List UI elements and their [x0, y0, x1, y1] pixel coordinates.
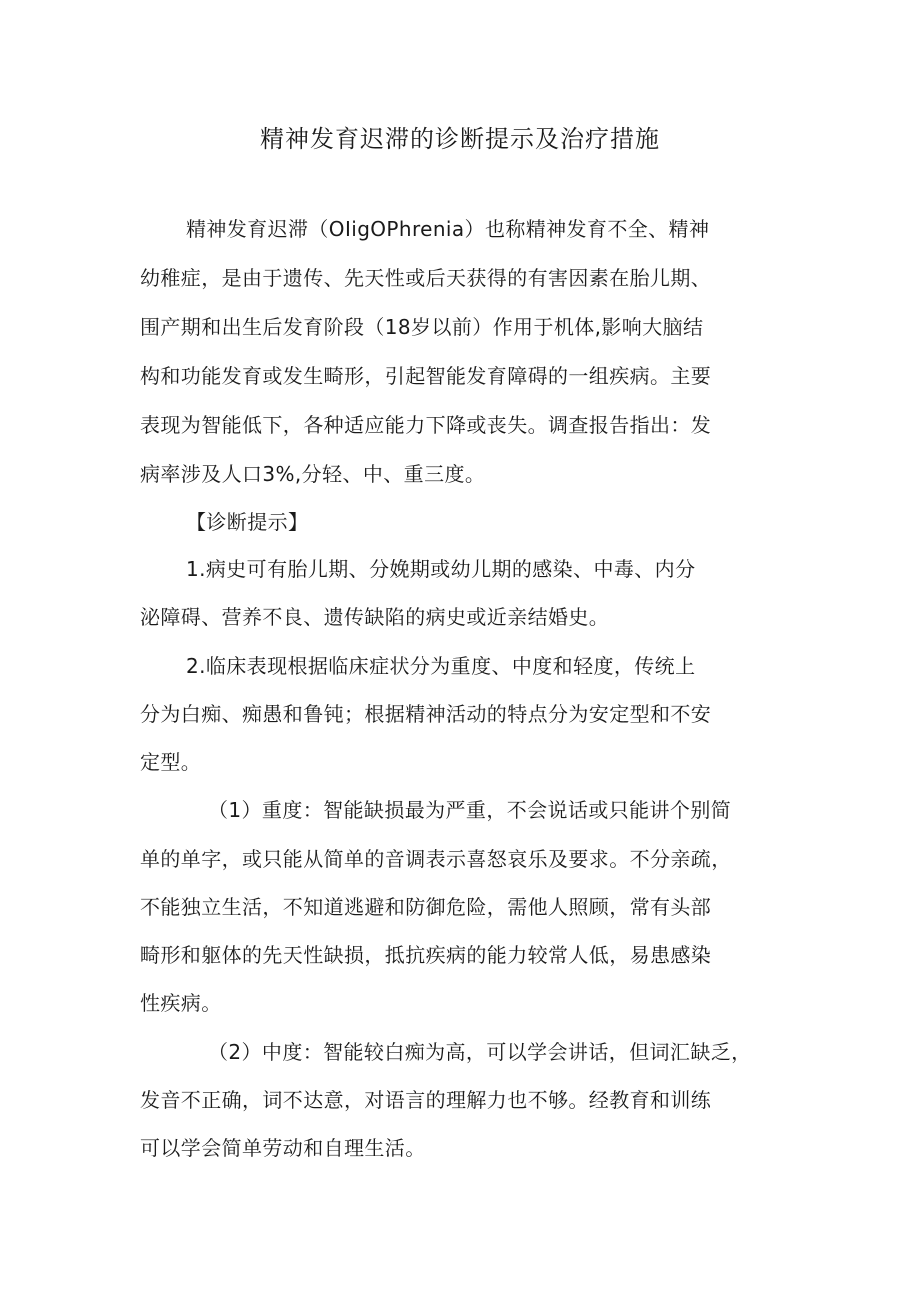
- item-1-line-1: 1.病史可有胎儿期、分娩期或幼儿期的感染、中毒、内分: [186, 557, 696, 581]
- paragraph-intro-line-3: 围产期和出生后发育阶段（18岁以前）作用于机体,影响大脑结: [140, 315, 704, 339]
- paragraph-intro-line-4: 构和功能发育或发生畸形，引起智能发育障碍的一组疾病。主要: [140, 364, 712, 388]
- section-heading-diagnosis: 【诊断提示】: [186, 510, 309, 534]
- subitem-severe-line-5: 性疾病。: [140, 991, 222, 1015]
- paragraph-intro-line-5: 表现为智能低下，各种适应能力下降或丧失。调查报告指出：发: [140, 413, 712, 437]
- item-2-line-1: 2.临床表现根据临床症状分为重度、中度和轻度，传统上: [186, 654, 696, 678]
- subitem-severe-line-4: 畸形和躯体的先天性缺损，抵抗疾病的能力较常人低，易患感染: [140, 943, 712, 967]
- document-title: 精神发育迟滞的诊断提示及治疗措施: [260, 125, 660, 153]
- subitem-severe-line-2: 单的单字，或只能从简单的音调表示喜怒哀乐及要求。不分亲疏，: [140, 847, 732, 871]
- paragraph-intro-line-1: 精神发育迟滞（OIigOPhrenia）也称精神发育不全、精神: [186, 217, 710, 241]
- item-2-line-2: 分为白痴、痴愚和鲁钝；根据精神活动的特点分为安定型和不安: [140, 702, 712, 726]
- subitem-severe-line-3: 不能独立生活，不知道逃避和防御危险，需他人照顾，常有头部: [140, 895, 712, 919]
- item-2-line-3: 定型。: [140, 750, 202, 774]
- subitem-moderate-line-1: （2）中度：智能较白痴为高，可以学会讲话，但词汇缺乏，: [208, 1040, 752, 1064]
- subitem-severe-line-1: （1）重度：智能缺损最为严重，不会说话或只能讲个别简: [208, 798, 732, 822]
- paragraph-intro-line-2: 幼稚症，是由于遗传、先天性或后天获得的有害因素在胎儿期、: [140, 266, 712, 290]
- paragraph-intro-line-6: 病率涉及人口3%,分轻、中、重三度。: [140, 462, 486, 486]
- subitem-moderate-line-3: 可以学会简单劳动和自理生活。: [140, 1136, 426, 1160]
- item-1-line-2: 泌障碍、营养不良、遗传缺陷的病史或近亲结婚史。: [140, 605, 610, 629]
- subitem-moderate-line-2: 发音不正确，词不达意，对语言的理解力也不够。经教育和训练: [140, 1088, 712, 1112]
